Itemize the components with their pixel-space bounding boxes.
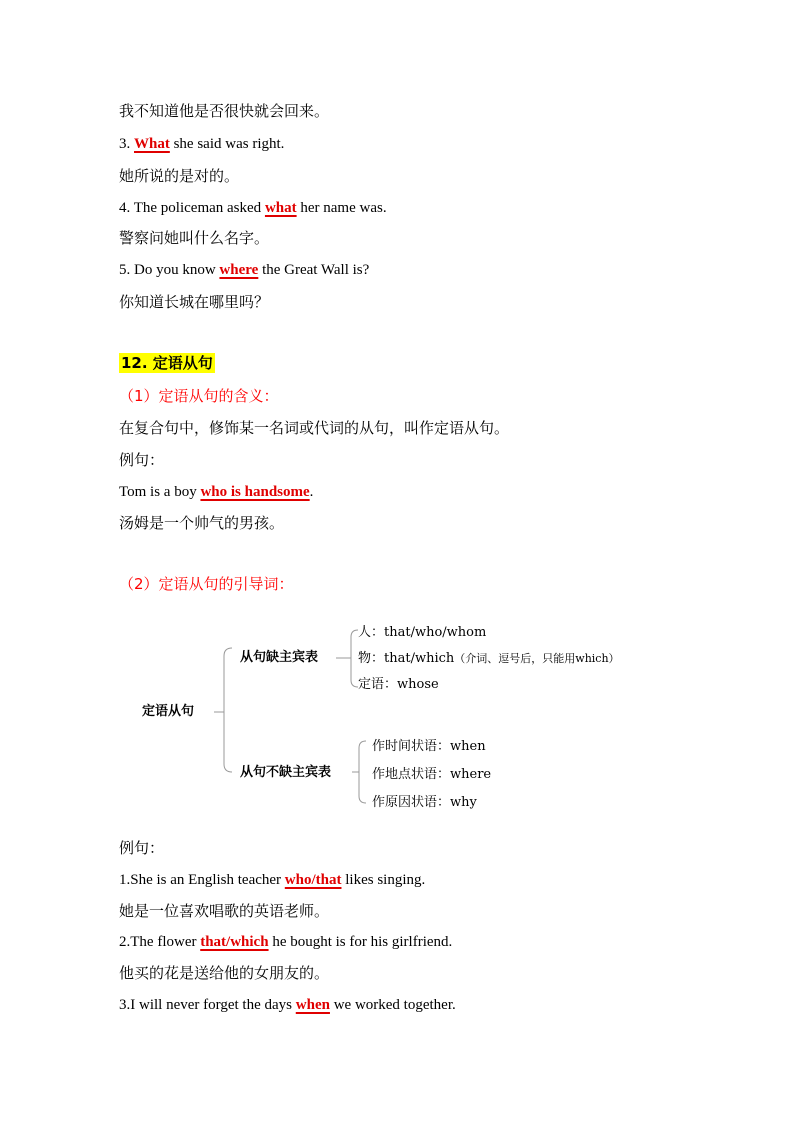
b1-item-person (358, 625, 486, 641)
relative-example-2-prefix: 2.The flower (119, 934, 201, 950)
example-3-suffix: she said was right. (169, 136, 285, 152)
b1-item-thing-label: 物： (358, 651, 385, 666)
example-3-keyword: What (134, 136, 170, 152)
relative-example-3-suffix: we worked together. (329, 997, 456, 1013)
b2-item-place-value: where (450, 767, 492, 782)
cn-sentence-4: 警察问她叫什么名字。 (119, 229, 270, 247)
relative-example-1-cn: 她是一位喜欢唱歌的英语老师。 (119, 902, 330, 920)
b2-item-time-label: 作时间状语： (372, 739, 451, 754)
subheading-relatives: （2）定语从句的引导词： (119, 575, 294, 593)
branch2-bracket (359, 741, 366, 803)
relative-example-2 (119, 932, 452, 952)
relative-example-2-keyword: that/which (200, 934, 269, 950)
example-4-keyword: what (264, 200, 297, 216)
b2-item-place (372, 767, 491, 783)
tom-prefix: Tom is a boy (119, 484, 201, 500)
cn-sentence-3: 她所说的是对的。 (119, 167, 240, 185)
example-label-1: 例句： (119, 451, 165, 469)
b2-item-place-label: 作地点状语： (372, 767, 451, 782)
tom-keyword: who is handsome (200, 484, 310, 500)
b1-item-person-label: 人： (358, 625, 385, 640)
relative-example-2-cn: 他买的花是送给他的女朋友的。 (119, 964, 330, 982)
b1-item-person-value: that/who/whom (384, 625, 487, 640)
b1-item-attributive-value: whose (397, 677, 439, 692)
b2-item-reason-value: why (450, 795, 477, 810)
cn-sentence-1: 我不知道他是否很快就会回来。 (119, 102, 330, 120)
relative-example-1-suffix: likes singing. (341, 872, 426, 888)
example-3-prefix: 3. (119, 136, 134, 152)
example-4-suffix: her name was. (296, 200, 387, 216)
relative-example-3 (119, 995, 456, 1015)
section-heading: 12. 定语从句 (121, 354, 213, 372)
b1-item-thing-note: （介词、逗号后，只能用which） (454, 652, 620, 665)
tom-cn: 汤姆是一个帅气的男孩。 (119, 514, 285, 532)
example-5-keyword: where (219, 262, 259, 278)
diagram-branch1: 从句缺主宾表 (240, 650, 319, 665)
b2-item-reason-label: 作原因状语： (372, 795, 451, 810)
b1-item-thing-value: that/which (384, 651, 455, 666)
branch1-bracket (351, 630, 358, 687)
b2-item-time (372, 739, 486, 755)
example-5-suffix: the Great Wall is? (258, 262, 370, 278)
example-label-2: 例句： (119, 839, 165, 857)
diagram-root: 定语从句 (142, 704, 195, 719)
b2-item-time-value: when (450, 739, 486, 754)
b2-item-reason (372, 795, 477, 811)
example-5-prefix: 5. Do you know (119, 262, 220, 278)
tom-suffix: . (309, 484, 314, 500)
b1-item-thing (358, 651, 620, 667)
subheading-meaning: （1）定语从句的含义： (119, 387, 279, 405)
definition-text: 在复合句中，修饰某一名词或代词的从句，叫作定语从句。 (119, 419, 510, 437)
relative-example-1-prefix: 1.She is an English teacher (119, 872, 285, 888)
relative-example-1-keyword: who/that (284, 872, 342, 888)
relative-example-3-keyword: when (295, 997, 330, 1013)
diagram-branch2: 从句不缺主宾表 (240, 765, 332, 780)
relative-example-2-suffix: he bought is for his girlfriend. (268, 934, 453, 950)
main-bracket (224, 648, 232, 772)
example-4-prefix: 4. The policeman asked (119, 200, 265, 216)
cn-sentence-5: 你知道长城在哪里吗？ (119, 293, 270, 311)
b1-item-attributive (358, 677, 439, 693)
b1-item-attributive-label: 定语： (358, 677, 398, 692)
relative-example-1 (119, 870, 425, 890)
relative-example-3-prefix: 3.I will never forget the days (119, 997, 296, 1013)
